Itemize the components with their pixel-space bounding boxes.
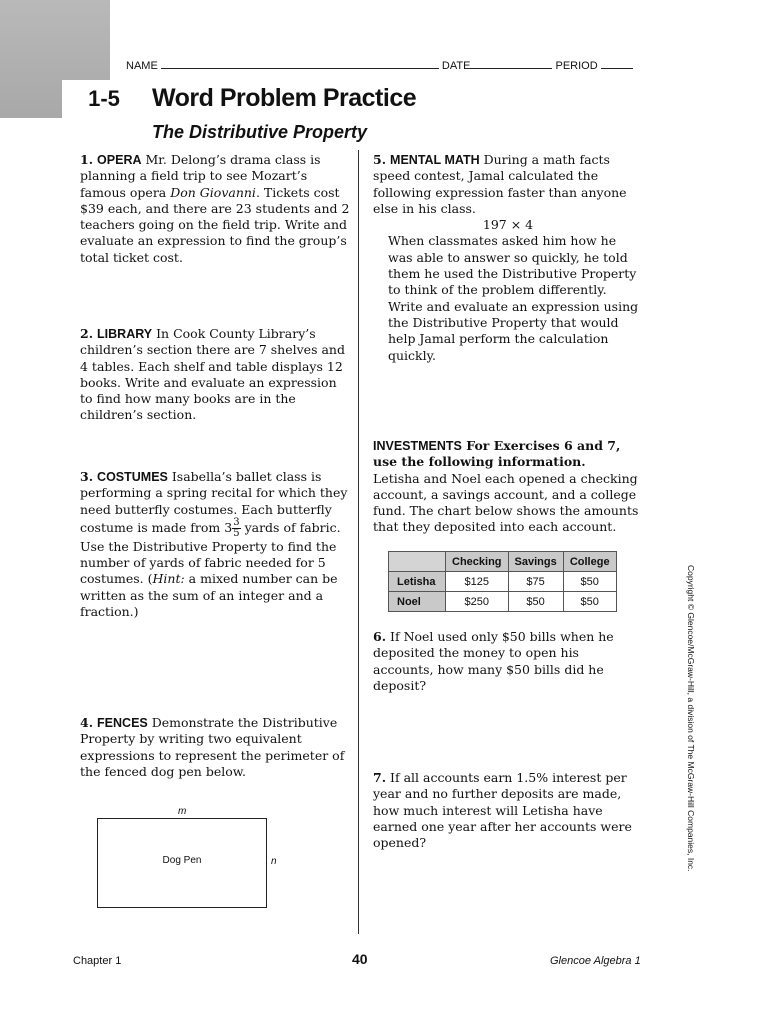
problem-text: . Tickets cost $39 each, and there are 23 students and 2 teachers going on the field trip. Write and evaluate an expression to find the group’s total ticket cost. — [80, 184, 350, 265]
dog-pen-label: Dog Pen — [162, 855, 202, 866]
deposits-table — [388, 551, 617, 612]
problem-keyword: OPERA — [97, 153, 142, 167]
table-cell: $50 — [563, 572, 616, 592]
expression: 197 × 4 — [482, 217, 534, 233]
page-number: 40 — [352, 951, 368, 967]
mixed-whole: 3 — [224, 519, 233, 535]
fraction-numerator: 3 — [233, 516, 240, 528]
copyright-notice: Copyright © Glencoe/McGraw-Hill, a division of The McGraw-Hill Companies, Inc. — [686, 565, 696, 872]
table-header: College — [563, 552, 616, 572]
dimension-n-label: n — [271, 856, 277, 867]
row-header: Letisha — [389, 572, 446, 592]
table-cell: $75 — [508, 572, 563, 592]
lesson-number: 1-5 — [62, 80, 146, 118]
problem-text: When classmates asked him how he was able to answer so quickly, he told them he used the Distributive Property to think of the problem differently. Write and evaluate an expression using the Distributive Property that would help Jamal perform the calculation quickly. — [388, 233, 639, 363]
period-label: PERIOD — [555, 60, 598, 72]
problem-text: Demonstrate the Distributive Property by writing two equivalent expressions to represent the perimeter of the fenced dog pen below. — [80, 715, 345, 779]
problem-number: 6. — [373, 629, 387, 644]
date-field[interactable] — [470, 58, 552, 69]
table-header: Savings — [508, 552, 563, 572]
problem-number: 2. — [80, 326, 94, 341]
problem-2 — [80, 326, 350, 424]
row-header: Noel — [389, 592, 446, 612]
problem-keyword: FENCES — [97, 716, 148, 730]
problem-7 — [373, 770, 643, 851]
period-field[interactable] — [601, 58, 633, 69]
table-cell: $50 — [508, 592, 563, 612]
problem-text: Isabella’s ballet class is performing a spring recital for which they need butterfly costumes. Each butterfly costume is made from — [80, 469, 348, 535]
problem-keyword: LIBRARY — [97, 327, 153, 341]
problem-1 — [80, 152, 350, 266]
investments-section — [373, 438, 643, 536]
lesson-subtitle: The Distributive Property — [152, 122, 368, 142]
problem-keyword: MENTAL MATH — [390, 153, 480, 167]
table-corner-cell — [389, 552, 446, 572]
table-row — [389, 592, 617, 612]
problem-4 — [80, 715, 350, 780]
problem-text: If all accounts earn 1.5% interest per year and no further deposits are made, how much interest will Letisha have earned one year after her accounts were opened? — [373, 770, 632, 851]
problem-keyword: COSTUMES — [97, 470, 168, 484]
problem-6 — [373, 629, 643, 694]
opera-title: Don Giovanni — [170, 184, 256, 200]
problem-text: During a math facts speed contest, Jamal calculated the following expression faster than anyone else in his class. — [373, 152, 627, 216]
problem-text: yards of fabric. Use the Distributive Property to find the number of yards of fabric needed for 5 costumes. ( — [80, 519, 341, 587]
table-cell: $125 — [446, 572, 509, 592]
problem-text: If Noel used only $50 bills when he deposited the money to open his accounts, how many $50 bills did he deposit? — [373, 629, 614, 693]
section-heading: For Exercises 6 and 7, use the following information. — [373, 438, 621, 470]
problem-3 — [80, 469, 350, 620]
hint-label: Hint: — [152, 571, 185, 587]
dimension-m-label: m — [178, 806, 187, 817]
section-keyword: INVESTMENTS — [373, 439, 462, 453]
problem-text: a mixed number can be written as the sum of an integer and a fraction.) — [80, 571, 338, 620]
dog-pen-figure — [97, 818, 267, 908]
footer-book-title: Glencoe Algebra 1 — [550, 955, 641, 967]
student-info-line — [126, 58, 633, 72]
problem-number: 3. — [80, 469, 94, 484]
table-cell: $50 — [563, 592, 616, 612]
table-cell: $250 — [446, 592, 509, 612]
table-header: Checking — [446, 552, 509, 572]
name-field[interactable] — [161, 58, 439, 69]
problem-number: 5. — [373, 152, 387, 167]
fraction — [232, 518, 240, 539]
section-text: Letisha and Noel each opened a checking account, a savings account, and a college fund. The chart below shows the amounts that they deposited into each account. — [373, 470, 639, 535]
mixed-number — [224, 516, 240, 539]
fraction-denominator: 5 — [233, 527, 240, 539]
lesson-title: Word Problem Practice — [152, 84, 417, 112]
problem-number: 4. — [80, 715, 94, 730]
date-label: DATE — [441, 60, 471, 72]
problem-number: 7. — [373, 770, 387, 785]
column-divider — [358, 150, 359, 934]
table-header-row — [389, 552, 617, 572]
footer-chapter: Chapter 1 — [73, 955, 122, 967]
table-row — [389, 572, 617, 592]
name-label: NAME — [126, 60, 158, 72]
problem-text: In Cook County Library’s children’s section there are 7 shelves and 4 tables. Each shelf and table displays 12 books. Write and evaluate an expression to find how many books are in the children’s section. — [80, 326, 345, 423]
problem-number: 1. — [80, 152, 94, 167]
problem-5 — [373, 152, 643, 364]
problem-text: Mr. Delong’s drama class is planning a field trip to see Mozart’s famous opera — [80, 152, 321, 200]
